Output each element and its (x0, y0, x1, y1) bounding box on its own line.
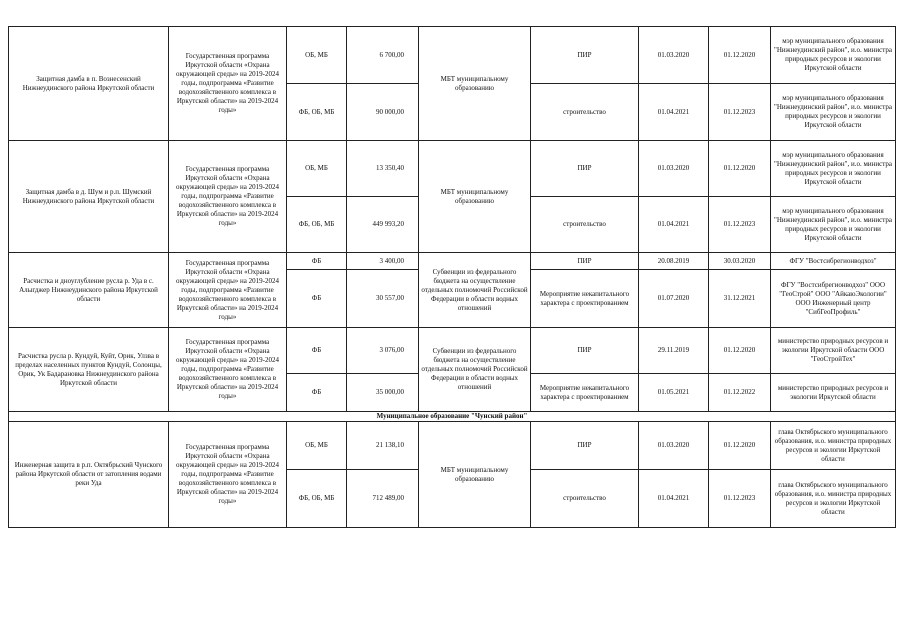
funding-amount: 449 993,20 (347, 197, 419, 253)
program-name: Государственная программа Иркутской области «Охрана окружающей среды» на 2019-2024 годы, подпрограмма «Развитие водохозяйственного комплекса в Иркутской области» на 2019-2024 годы» (169, 141, 287, 253)
program-name: Государственная программа Иркутской области «Охрана окружающей среды» на 2019-2024 годы, подпрограмма «Развитие водохозяйственного комплекса в Иркутской области» на 2019-2024 годы» (169, 422, 287, 528)
funding-amount: 13 350,40 (347, 141, 419, 197)
responsible: мэр муниципального образования "Нижнеудинский район", и.о. министра природных ресурсов и экологии Иркутской области (771, 27, 896, 84)
table-row (9, 141, 896, 197)
stage: строительство (531, 470, 639, 528)
municipality-header: Муниципальное образование "Чунский район" (9, 412, 896, 422)
funding-amount: 3 076,00 (347, 328, 419, 374)
start-date: 20.08.2019 (639, 253, 709, 270)
start-date: 01.03.2020 (639, 422, 709, 470)
end-date: 01.12.2022 (709, 374, 771, 412)
start-date: 01.04.2021 (639, 84, 709, 141)
end-date: 01.12.2023 (709, 470, 771, 528)
funding-amount: 90 000,00 (347, 84, 419, 141)
responsible: министерство природных ресурсов и экологии Иркутской области (771, 374, 896, 412)
funding-form: МБТ муниципальному образованию (419, 27, 531, 141)
stage: ПИР (531, 422, 639, 470)
responsible: мэр муниципального образования "Нижнеудинский район", и.о. министра природных ресурсов и экологии Иркутской области (771, 197, 896, 253)
funding-form: Субвенции из федерального бюджета на осуществление отдельных полномочий Российской Федерации в области водных отношений (419, 253, 531, 328)
object-name: Инженерная защита в р.п. Октябрьский Чунского района Иркутской области от затопления водами реки Уда (9, 422, 169, 528)
funding-amount: 21 138,10 (347, 422, 419, 470)
start-date: 01.04.2021 (639, 470, 709, 528)
funding-source: ФБ (287, 270, 347, 328)
funding-amount: 3 400,00 (347, 253, 419, 270)
stage: ПИР (531, 27, 639, 84)
funding-source: ФБ (287, 328, 347, 374)
stage: ПИР (531, 328, 639, 374)
stage: ПИР (531, 141, 639, 197)
table-row (9, 253, 896, 270)
end-date: 01.12.2020 (709, 328, 771, 374)
stage: строительство (531, 197, 639, 253)
stage: Мероприятие некапитального характера с проектированием (531, 374, 639, 412)
stage: Мероприятие некапитального характера с проектированием (531, 270, 639, 328)
funding-source: ФБ (287, 374, 347, 412)
funding-form: МБТ муниципальному образованию (419, 141, 531, 253)
funding-form: МБТ муниципальному образованию (419, 422, 531, 528)
start-date: 01.07.2020 (639, 270, 709, 328)
responsible: мэр муниципального образования "Нижнеудинский район", и.о. министра природных ресурсов и экологии Иркутской области (771, 141, 896, 197)
end-date: 01.12.2020 (709, 141, 771, 197)
responsible: ФГУ "Востсибрегионводхоз" ООО "ГеоСтрой" ООО "АйкаюЭкологии" ООО Инженерный центр "СибГеоПрофиль" (771, 270, 896, 328)
funding-amount: 6 700,00 (347, 27, 419, 84)
end-date: 01.12.2023 (709, 197, 771, 253)
start-date: 01.03.2020 (639, 141, 709, 197)
end-date: 30.03.2020 (709, 253, 771, 270)
table-row (9, 328, 896, 374)
funding-source: ОБ, МБ (287, 422, 347, 470)
responsible: мэр муниципального образования "Нижнеудинский район", и.о. министра природных ресурсов и экологии Иркутской области (771, 84, 896, 141)
projects-table (8, 26, 896, 528)
funding-source: ФБ, ОБ, МБ (287, 84, 347, 141)
stage: ПИР (531, 253, 639, 270)
funding-source: ФБ (287, 253, 347, 270)
object-name: Расчистка русла р. Кундуй, Куйт, Орик, Улзва в пределах населенных пунктов Кундуй, Солонцы, Орик, Ук Бадарановка Нижнеудинского района Иркутской области (9, 328, 169, 412)
funding-amount: 35 000,00 (347, 374, 419, 412)
funding-source: ФБ, ОБ, МБ (287, 197, 347, 253)
section-header-row (9, 412, 896, 422)
funding-source: ОБ, МБ (287, 141, 347, 197)
responsible: министерство природных ресурсов и экологии Иркутской области ООО "ГеоСтройТех" (771, 328, 896, 374)
start-date: 01.03.2020 (639, 27, 709, 84)
program-name: Государственная программа Иркутской области «Охрана окружающей среды» на 2019-2024 годы, подпрограмма «Развитие водохозяйственного комплекса в Иркутской области» на 2019-2024 годы» (169, 27, 287, 141)
end-date: 31.12.2021 (709, 270, 771, 328)
start-date: 01.04.2021 (639, 197, 709, 253)
funding-source: ОБ, МБ (287, 27, 347, 84)
responsible: ФГУ "Востсибрегионводхоз" (771, 253, 896, 270)
end-date: 01.12.2020 (709, 27, 771, 84)
program-name: Государственная программа Иркутской области «Охрана окружающей среды» на 2019-2024 годы, подпрограмма «Развитие водохозяйственного комплекса в Иркутской области» на 2019-2024 годы» (169, 328, 287, 412)
end-date: 01.12.2023 (709, 84, 771, 141)
start-date: 01.05.2021 (639, 374, 709, 412)
funding-source: ФБ, ОБ, МБ (287, 470, 347, 528)
table-row (9, 422, 896, 470)
object-name: Защитная дамба в п. Вознесенский Нижнеудинского района Иркутской области (9, 27, 169, 141)
funding-form: Субвенции из федерального бюджета на осуществление отдельных полномочий Российской Федерации в области водных отношений (419, 328, 531, 412)
program-name: Государственная программа Иркутской области «Охрана окружающей среды» на 2019-2024 годы, подпрограмма «Развитие водохозяйственного комплекса в Иркутской области» на 2019-2024 годы» (169, 253, 287, 328)
object-name: Расчистка и дноуглубление русла р. Уда в с. Алыгджер Нижнеудинского района Иркутской области (9, 253, 169, 328)
table-row (9, 27, 896, 84)
responsible: глава Октябрьского муниципального образования, и.о. министра природных ресурсов и экологии Иркутской области (771, 422, 896, 470)
funding-amount: 712 489,00 (347, 470, 419, 528)
object-name: Защитная дамба в д. Шум и р.п. Шумский Нижнеудинского района Иркутской области (9, 141, 169, 253)
funding-amount: 30 557,00 (347, 270, 419, 328)
end-date: 01.12.2020 (709, 422, 771, 470)
stage: строительство (531, 84, 639, 141)
responsible: глава Октябрьского муниципального образования, и.о. министра природных ресурсов и экологии Иркутской области (771, 470, 896, 528)
start-date: 29.11.2019 (639, 328, 709, 374)
